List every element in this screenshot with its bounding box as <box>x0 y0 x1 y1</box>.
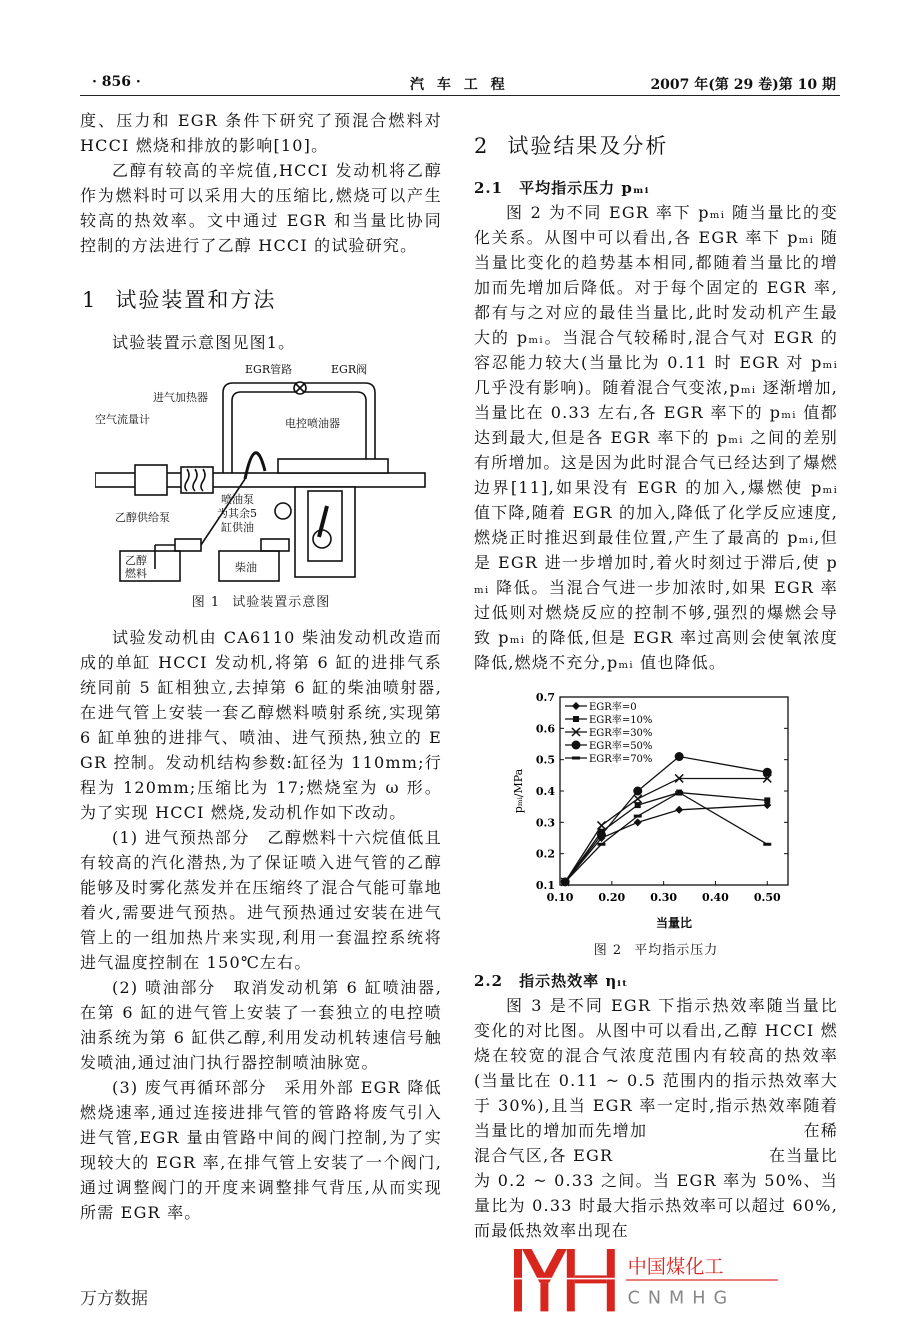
left-column-intro <box>80 330 442 355</box>
y-tick-label: 0.4 <box>535 785 555 798</box>
data-point <box>764 797 770 803</box>
issue-info: 2007 年(第 29 卷)第 10 期 <box>650 77 836 93</box>
paragraph: 试验装置示意图见图1。 <box>112 333 296 352</box>
series-line-1 <box>565 793 767 882</box>
x-tick-label: 0.50 <box>753 891 781 904</box>
figure-2-caption <box>474 941 838 961</box>
legend-marker <box>572 757 580 760</box>
diagram-label: EGR阀 <box>331 363 368 376</box>
paragraph: 图 2 为不同 EGR 率下 pₘᵢ 随当量比的变化关系。从图中可以看出,各 EGR 率下 pₘᵢ 随当量比变化的趋势基本相同,都随着当量比的增加而先增加后降低。对于每个固定的 EGR 率,都有与之对应的最佳当量比,此时发动机产生最大的 pₘᵢ。当混合气较稀时,混合气对 EGR 的容忍能力较大(当量比为 0.11 时 EGR 对 pₘᵢ 几乎没有影响)。随着混合气变浓,pₘᵢ 逐渐增加,当量比在 0.33 左右,各 EGR 率下的 pₘᵢ 值都达到最大,但是各 EGR 率下的 pₘᵢ 之间的差别有所增加。这是因为此时混合气已经达到了爆燃边界[11],如果没有 EGR 的加入,爆燃使 pₘᵢ 值下降,随着 EGR 的加入,降低了化学反应速度,燃烧正时推迟到最佳位置,产生了最高的 pₘᵢ,但是 EGR 进一步增加时,着火时刻过于滞后,使 pₘᵢ 降低。当混合气进一步加浓时,如果 EGR 率过低则对燃烧反应的控制不够,强烈的爆燃会导致 pₘᵢ 的降低,但是 EGR 率过高则会使氧浓度降低,燃烧不充分,pₘᵢ 值也降低。 <box>474 203 838 672</box>
series-line-2 <box>565 778 767 881</box>
data-point <box>561 880 569 883</box>
y-tick-label: 0.2 <box>535 847 555 861</box>
paragraph: (3) 废气再循环部分 采用外部 EGR 降低燃烧速率,通过连接进排气管的管路将废气引入进气管,EGR 量由管路中间的阀门控制,为了实现较大的 EGR 率,在排气管上安装了一个阀门,通过调整阀门的开度来调整排气背压,从而实现所需 EGR 率。 <box>80 1078 442 1222</box>
diagram-label: 空气流量计 <box>95 413 150 426</box>
footer-source: 万方数据 <box>80 1289 148 1309</box>
section-number: 2 <box>474 134 490 158</box>
subsection-title: 指示热效率 ηᵢₜ <box>519 972 629 990</box>
injector-icon <box>245 453 265 479</box>
legend-label: EGR率=0 <box>589 702 637 713</box>
pmi-chart <box>510 685 810 937</box>
diagram-label: EGR管路 <box>245 363 293 376</box>
header-rule <box>80 95 840 96</box>
engine-cylinder-icon <box>295 487 355 577</box>
data-point <box>635 802 641 808</box>
data-point <box>675 806 683 814</box>
legend-label: EGR率=30% <box>589 728 653 739</box>
diagram-label: 电控喷油器 <box>285 417 340 430</box>
paragraph: 乙醇有较高的辛烷值,HCCI 发动机将乙醇作为燃料时可以采用大的压缩比,燃烧可以产生较高的热效率。文中通过 EGR 和当量比协同控制的方法进行了乙醇 HCCI 的试验研究。 <box>80 161 442 255</box>
right-column-2-2 <box>474 993 838 1243</box>
figure-1-caption <box>80 593 442 613</box>
pump-icon <box>275 503 291 519</box>
caption-text: 试验装置示意图 <box>232 595 331 610</box>
data-point <box>763 843 771 846</box>
watermark-en: CNMHG <box>627 1288 736 1309</box>
data-point <box>634 795 642 803</box>
diagram-label: 缸供油 <box>221 521 254 534</box>
data-point <box>675 752 684 761</box>
ethanol-pump-icon <box>175 539 201 551</box>
left-column-body <box>80 625 442 1225</box>
cnmhg-watermark-logo <box>514 1249 786 1313</box>
data-point <box>597 843 605 846</box>
diagram-label: 进气加热器 <box>153 391 208 404</box>
data-point <box>634 815 642 818</box>
paragraph: 度、压力和 EGR 条件下研究了预混合燃料对 HCCI 燃烧和排放的影响[10]。 <box>80 111 442 155</box>
paragraph: (2) 喷油部分 取消发动机第 6 缸喷油器,在第 6 缸的进气管上安装了一套独立的电控喷油系统为第 6 缸供乙醇,利用发动机转速信号触发喷油,通过油门执行器控制喷油脉宽。 <box>80 978 442 1072</box>
left-column <box>80 108 442 1225</box>
air-flow-meter-icon <box>135 465 167 495</box>
diagram-label: 乙醇 <box>125 554 147 567</box>
data-point <box>597 821 605 829</box>
x-axis-label: 当量比 <box>655 916 693 930</box>
page-number: · 856 · <box>92 74 141 90</box>
subsection-title: 平均指示压力 pₘᵢ <box>519 179 650 197</box>
journal-title: 汽 车 工 程 <box>410 77 509 93</box>
y-tick-label: 0.1 <box>535 879 555 892</box>
section-heading-1 <box>82 286 442 314</box>
section-heading-2 <box>474 132 838 160</box>
caption-text: 平均指示压力 <box>634 943 719 958</box>
legend-label: EGR率=10% <box>589 715 653 726</box>
data-point <box>634 818 642 826</box>
x-tick-label: 0.30 <box>650 891 678 904</box>
watermark-cn: 中国煤化工 <box>627 1255 724 1278</box>
data-point <box>633 787 642 796</box>
data-point <box>763 768 772 777</box>
y-axis-label: pₘᵢ/MPa <box>512 768 525 814</box>
legend-marker <box>573 716 579 722</box>
y-tick-label: 0.7 <box>535 691 555 704</box>
x-tick-label: 0.10 <box>546 891 574 904</box>
series-line-4 <box>565 793 767 882</box>
series-line-3 <box>565 757 767 882</box>
data-point <box>675 791 683 794</box>
legend-marker <box>572 702 580 710</box>
diagram-label: 燃料 <box>125 567 147 580</box>
subsection-number: 2.2 <box>474 972 504 990</box>
paragraph: 图 3 是不同 EGR 下指示热效率随当量比变化的对比图。从图中可以看出,乙醇 HCCI 燃烧在较宽的混合气浓度范围内有较高的热效率(当量比在 0.11 ~ 0.5 范围内的指示热效率大于 30%),且当 EGR 率一定时,指示热效率随着当量比的增加而先增加 在稀混合气区,各 EGR 在当量比为 0.2 ~ 0.33 之间。当 EGR 率为 50%、当量比为 0.33 时最大指示热效率可以超过 60%,而最低热效率出现在 <box>474 996 838 1240</box>
section-number: 1 <box>82 288 98 312</box>
y-tick-label: 0.5 <box>535 753 555 767</box>
diagram-label: 柴油 <box>235 561 257 574</box>
diagram-label: 为其余5 <box>217 507 257 520</box>
legend-label: EGR率=50% <box>589 741 653 752</box>
caption-number: 图 1 <box>191 595 221 610</box>
paragraph: (1) 进气预热部分 乙醇燃料十六烷值低且有较高的汽化潜热,为了保证喷入进气管的乙醇能够及时雾化蒸发并在压缩终了混合气能可靠地着火,需要进气预热。进气预热通过安装在进气管上的一组加热片来实现,利用一套温控系统将进气温度控制在 150℃左右。 <box>80 828 442 972</box>
caption-number: 图 2 <box>593 943 623 958</box>
section-title: 试验结果及分析 <box>507 134 669 158</box>
paragraph: 试验发动机由 CA6110 柴油发动机改造而成的单缸 HCCI 发动机,将第 6 缸的进排气系统同前 5 缸相独立,去掉第 6 缸的柴油喷射器,在进气管上安装一套乙醇燃料喷射系统,实现第 6 缸单独的进排气、喷油、进气预热,独立的 EGR 控制。发动机结构参数:缸径为 110mm;行程为 120mm;压缩比为 17;燃烧室为 ω 形。为了实现 HCCI 燃烧,发动机作如下改动。 <box>80 628 442 822</box>
diagram-label: 乙醇供给泵 <box>115 511 170 524</box>
x-tick-label: 0.20 <box>598 891 626 904</box>
y-tick-label: 0.6 <box>535 722 555 736</box>
test-setup-diagram <box>95 361 430 583</box>
section-title: 试验装置和方法 <box>115 288 277 312</box>
subsection-heading-2-2 <box>474 969 838 993</box>
subsection-heading-2-1 <box>474 176 838 200</box>
left-column-top <box>80 108 442 258</box>
subsection-number: 2.1 <box>474 179 504 197</box>
legend-label: EGR率=70% <box>589 754 653 765</box>
diagram-label: 喷油泵 <box>221 493 254 506</box>
right-column-2-1 <box>474 200 838 675</box>
y-tick-label: 0.3 <box>535 816 555 830</box>
legend-marker <box>572 741 581 750</box>
data-point <box>597 830 606 839</box>
right-column <box>474 108 838 1313</box>
x-tick-label: 0.40 <box>702 891 729 904</box>
